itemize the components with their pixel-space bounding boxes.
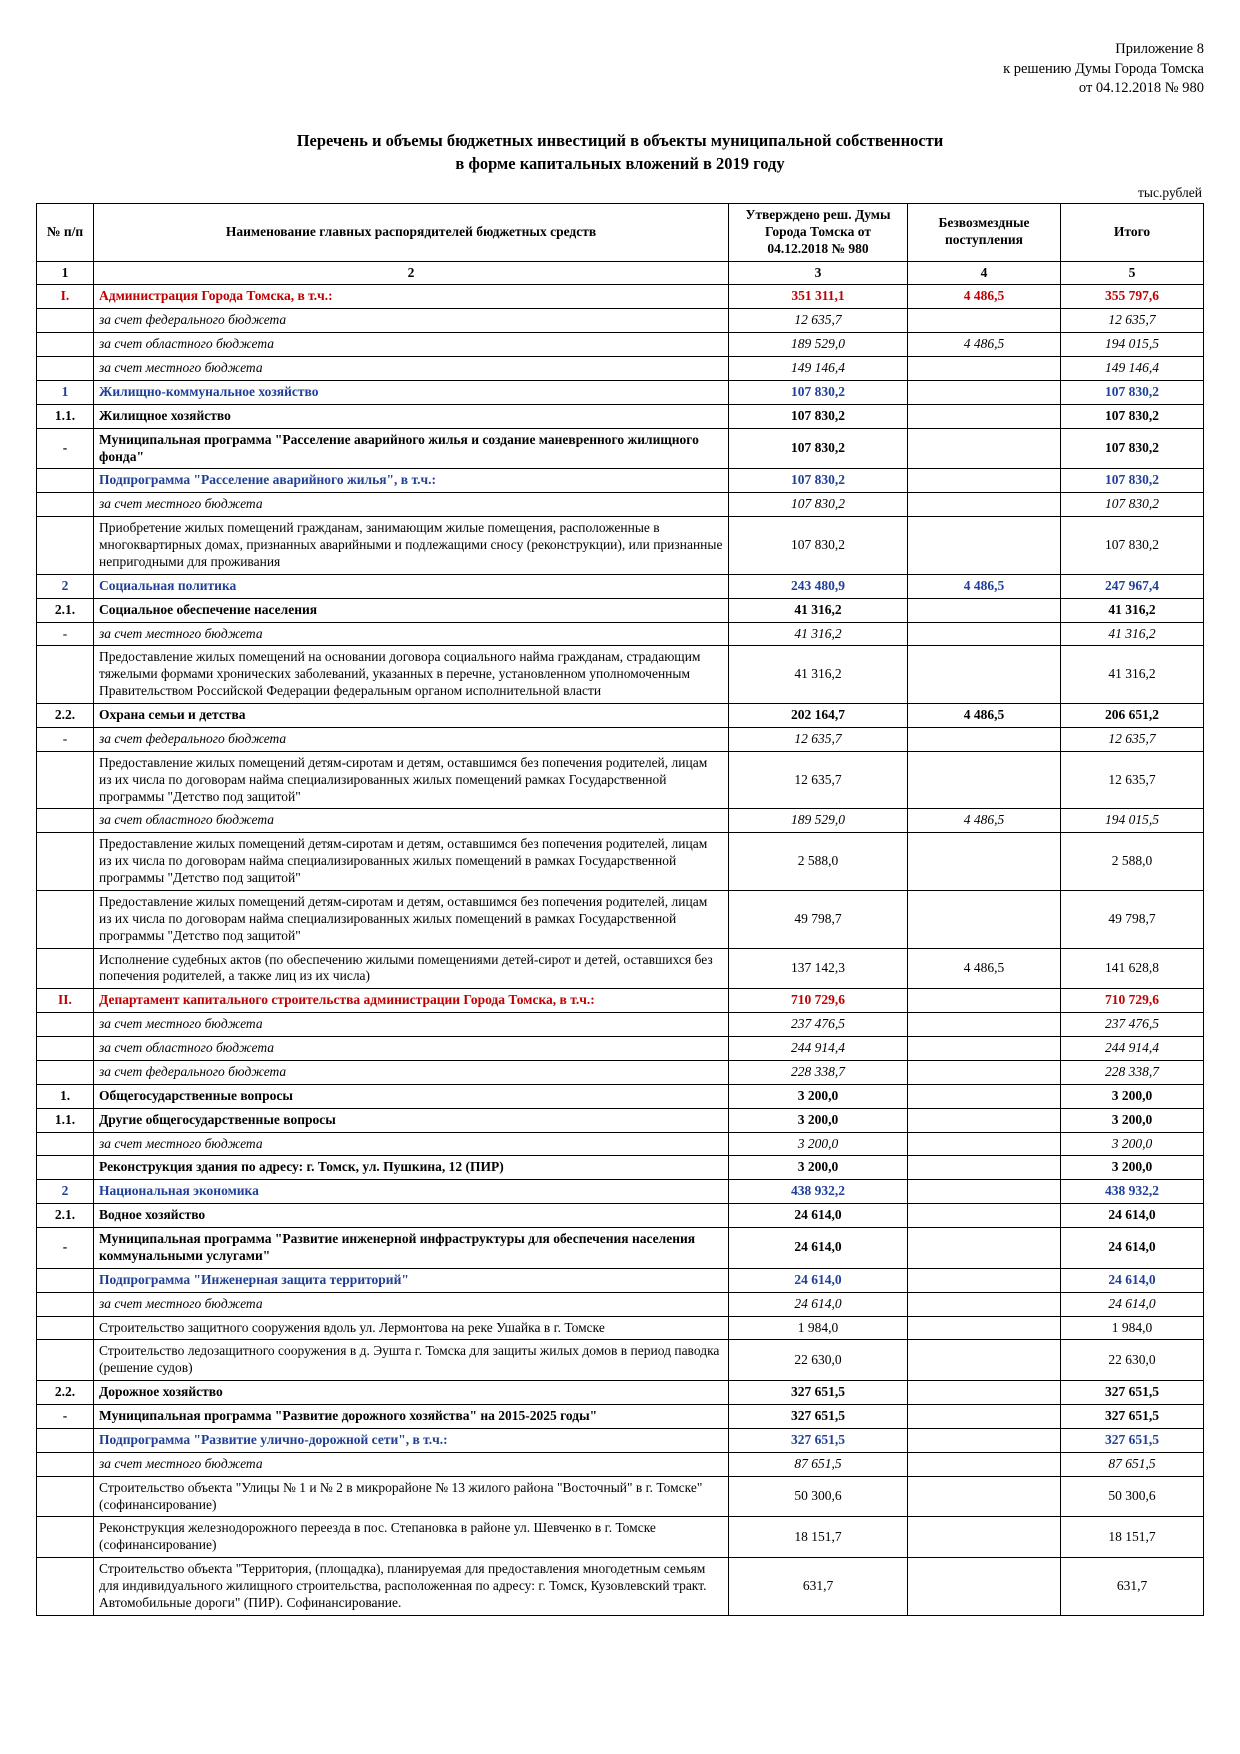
row-free-receipts-value	[908, 622, 1061, 646]
row-number	[37, 1037, 94, 1061]
row-name: Муниципальная программа "Расселение аварийного жилья и создание маневренного жилищного фонда"	[94, 428, 729, 469]
row-number: 2.2.	[37, 1381, 94, 1405]
column-header-name: Наименование главных распорядителей бюджетных средств	[94, 203, 729, 261]
row-name: Приобретение жилых помещений гражданам, занимающим жилые помещения, расположенные в многоквартирных домах, признанных аварийными и подлежащими сносу (реконструкции), или признанные непригодными для проживания	[94, 517, 729, 575]
table-row	[37, 469, 1204, 493]
budget-table	[36, 203, 1204, 1616]
row-approved-value: 202 164,7	[729, 704, 908, 728]
row-total-value: 12 635,7	[1061, 309, 1204, 333]
row-total-value: 3 200,0	[1061, 1108, 1204, 1132]
row-number: 1.	[37, 1084, 94, 1108]
row-free-receipts-value	[908, 357, 1061, 381]
row-total-value: 12 635,7	[1061, 727, 1204, 751]
row-total-value: 438 932,2	[1061, 1180, 1204, 1204]
row-total-value: 194 015,5	[1061, 809, 1204, 833]
row-free-receipts-value	[908, 1476, 1061, 1517]
row-total-value: 1 984,0	[1061, 1316, 1204, 1340]
row-approved-value: 50 300,6	[729, 1476, 908, 1517]
row-number	[37, 1268, 94, 1292]
row-free-receipts-value	[908, 1452, 1061, 1476]
row-number: 1	[37, 380, 94, 404]
row-approved-value: 41 316,2	[729, 622, 908, 646]
row-free-receipts-value	[908, 1060, 1061, 1084]
row-free-receipts-value: 4 486,5	[908, 574, 1061, 598]
row-total-value: 247 967,4	[1061, 574, 1204, 598]
column-header-free-receipts: Безвозмездные поступления	[908, 203, 1061, 261]
row-name: Общегосударственные вопросы	[94, 1084, 729, 1108]
row-total-value: 355 797,6	[1061, 285, 1204, 309]
row-name: за счет местного бюджета	[94, 493, 729, 517]
table-row	[37, 1013, 1204, 1037]
row-name: Национальная экономика	[94, 1180, 729, 1204]
row-total-value: 237 476,5	[1061, 1013, 1204, 1037]
row-name: Строительство объекта "Улицы № 1 и № 2 в микрорайоне № 13 жилого района "Восточный" в г. Томске" (софинансирование)	[94, 1476, 729, 1517]
row-approved-value: 1 984,0	[729, 1316, 908, 1340]
row-free-receipts-value	[908, 727, 1061, 751]
row-approved-value: 107 830,2	[729, 428, 908, 469]
row-number	[37, 809, 94, 833]
row-approved-value: 12 635,7	[729, 727, 908, 751]
row-total-value: 3 200,0	[1061, 1156, 1204, 1180]
row-name: Подпрограмма "Развитие улично-дорожной сети", в т.ч.:	[94, 1428, 729, 1452]
row-number	[37, 948, 94, 989]
row-free-receipts-value: 4 486,5	[908, 333, 1061, 357]
row-free-receipts-value	[908, 1316, 1061, 1340]
row-total-value: 228 338,7	[1061, 1060, 1204, 1084]
row-number	[37, 309, 94, 333]
row-approved-value: 22 630,0	[729, 1340, 908, 1381]
row-approved-value: 327 651,5	[729, 1381, 908, 1405]
column-number-1: 1	[37, 261, 94, 285]
table-row	[37, 1517, 1204, 1558]
page-title	[240, 129, 1000, 175]
row-approved-value: 107 830,2	[729, 493, 908, 517]
row-approved-value: 631,7	[729, 1558, 908, 1616]
row-total-value: 87 651,5	[1061, 1452, 1204, 1476]
row-total-value: 107 830,2	[1061, 428, 1204, 469]
row-free-receipts-value	[908, 1381, 1061, 1405]
row-number	[37, 469, 94, 493]
row-free-receipts-value	[908, 751, 1061, 809]
row-total-value: 49 798,7	[1061, 890, 1204, 948]
table-row	[37, 574, 1204, 598]
row-free-receipts-value	[908, 1084, 1061, 1108]
row-number	[37, 1340, 94, 1381]
row-name: Подпрограмма "Инженерная защита территорий"	[94, 1268, 729, 1292]
row-name: Водное хозяйство	[94, 1204, 729, 1228]
row-total-value: 3 200,0	[1061, 1084, 1204, 1108]
table-row	[37, 1084, 1204, 1108]
row-approved-value: 87 651,5	[729, 1452, 908, 1476]
table-row	[37, 1340, 1204, 1381]
row-approved-value: 244 914,4	[729, 1037, 908, 1061]
row-approved-value: 228 338,7	[729, 1060, 908, 1084]
table-row	[37, 1452, 1204, 1476]
table-header-row	[37, 203, 1204, 261]
row-total-value: 107 830,2	[1061, 469, 1204, 493]
row-number	[37, 1060, 94, 1084]
row-approved-value: 3 200,0	[729, 1108, 908, 1132]
row-total-value: 12 635,7	[1061, 751, 1204, 809]
row-free-receipts-value	[908, 428, 1061, 469]
table-body	[37, 285, 1204, 1615]
row-approved-value: 24 614,0	[729, 1204, 908, 1228]
row-free-receipts-value	[908, 380, 1061, 404]
table-row	[37, 1228, 1204, 1269]
column-number-2: 2	[94, 261, 729, 285]
row-name: Реконструкция здания по адресу: г. Томск, ул. Пушкина, 12 (ПИР)	[94, 1156, 729, 1180]
row-number	[37, 1292, 94, 1316]
row-approved-value: 18 151,7	[729, 1517, 908, 1558]
row-name: Муниципальная программа "Развитие инженерной инфраструктуры для обеспечения населения коммунальными услугами"	[94, 1228, 729, 1269]
column-number-5: 5	[1061, 261, 1204, 285]
table-row	[37, 428, 1204, 469]
row-approved-value: 137 142,3	[729, 948, 908, 989]
row-free-receipts-value: 4 486,5	[908, 704, 1061, 728]
column-header-total: Итого	[1061, 203, 1204, 261]
row-total-value: 41 316,2	[1061, 646, 1204, 704]
table-row	[37, 1060, 1204, 1084]
table-row	[37, 751, 1204, 809]
row-number	[37, 1558, 94, 1616]
table-row	[37, 646, 1204, 704]
row-total-value: 41 316,2	[1061, 598, 1204, 622]
table-row	[37, 357, 1204, 381]
row-number	[37, 493, 94, 517]
row-number: -	[37, 428, 94, 469]
row-name: Социальная политика	[94, 574, 729, 598]
row-free-receipts-value	[908, 1156, 1061, 1180]
row-total-value: 50 300,6	[1061, 1476, 1204, 1517]
row-approved-value: 41 316,2	[729, 598, 908, 622]
appendix-number: Приложение 8	[1115, 41, 1204, 57]
row-free-receipts-value	[908, 469, 1061, 493]
row-total-value: 24 614,0	[1061, 1268, 1204, 1292]
row-total-value: 107 830,2	[1061, 380, 1204, 404]
table-row	[37, 1268, 1204, 1292]
row-number	[37, 357, 94, 381]
table-row	[37, 404, 1204, 428]
units-label: тыс.рублей	[1138, 184, 1202, 200]
row-name: Строительство защитного сооружения вдоль ул. Лермонтова на реке Ушайка в г. Томске	[94, 1316, 729, 1340]
row-free-receipts-value	[908, 598, 1061, 622]
table-row	[37, 809, 1204, 833]
row-name: Исполнение судебных актов (по обеспечению жилыми помещениями детей-сирот и детей, оставшихся без попечения родителей, а также лиц из их числа)	[94, 948, 729, 989]
column-number-4: 4	[908, 261, 1061, 285]
row-approved-value: 710 729,6	[729, 989, 908, 1013]
row-number	[37, 1452, 94, 1476]
row-approved-value: 438 932,2	[729, 1180, 908, 1204]
row-name: Администрация Города Томска, в т.ч.:	[94, 285, 729, 309]
row-approved-value: 107 830,2	[729, 380, 908, 404]
row-free-receipts-value	[908, 404, 1061, 428]
row-free-receipts-value	[908, 1180, 1061, 1204]
column-number-row	[37, 261, 1204, 285]
row-total-value: 24 614,0	[1061, 1204, 1204, 1228]
document-reference-header	[36, 40, 1204, 99]
table-row	[37, 833, 1204, 891]
row-name: за счет местного бюджета	[94, 1452, 729, 1476]
row-name: за счет местного бюджета	[94, 357, 729, 381]
table-row	[37, 1405, 1204, 1429]
table-row	[37, 1156, 1204, 1180]
row-number: II.	[37, 989, 94, 1013]
row-name: Предоставление жилых помещений на основании договора социального найма гражданам, страдающим тяжелыми формами хронических заболеваний, указанных в перечне, установленном уполномоченным Правительством Российской Федерации федеральным органом исполнительной власти	[94, 646, 729, 704]
row-name: Подпрограмма "Расселение аварийного жилья", в т.ч.:	[94, 469, 729, 493]
row-total-value: 107 830,2	[1061, 404, 1204, 428]
table-row	[37, 1476, 1204, 1517]
row-total-value: 141 628,8	[1061, 948, 1204, 989]
row-free-receipts-value: 4 486,5	[908, 948, 1061, 989]
row-name: Департамент капитального строительства администрации Города Томска, в т.ч.:	[94, 989, 729, 1013]
row-total-value: 2 588,0	[1061, 833, 1204, 891]
row-name: Охрана семьи и детства	[94, 704, 729, 728]
row-approved-value: 2 588,0	[729, 833, 908, 891]
table-row	[37, 727, 1204, 751]
row-free-receipts-value	[908, 1292, 1061, 1316]
row-number	[37, 646, 94, 704]
row-free-receipts-value	[908, 1228, 1061, 1269]
table-row	[37, 333, 1204, 357]
appendix-decision: к решению Думы Города Томска	[1003, 60, 1204, 77]
row-approved-value: 189 529,0	[729, 809, 908, 833]
table-row	[37, 1316, 1204, 1340]
row-number	[37, 890, 94, 948]
table-row	[37, 1132, 1204, 1156]
row-total-value: 18 151,7	[1061, 1517, 1204, 1558]
row-approved-value: 3 200,0	[729, 1132, 908, 1156]
row-free-receipts-value	[908, 517, 1061, 575]
row-number: -	[37, 622, 94, 646]
row-number	[37, 1517, 94, 1558]
table-row	[37, 1204, 1204, 1228]
table-row	[37, 285, 1204, 309]
row-name: за счет федерального бюджета	[94, 309, 729, 333]
row-approved-value: 24 614,0	[729, 1292, 908, 1316]
row-name: Предоставление жилых помещений детям-сиротам и детям, оставшимся без попечения родителей, лицам из их числа по договорам найма специализированных жилых помещений в рамках Государственной программы "Детство под защитой"	[94, 833, 729, 891]
row-number: 2.1.	[37, 598, 94, 622]
row-approved-value: 41 316,2	[729, 646, 908, 704]
row-free-receipts-value	[908, 493, 1061, 517]
row-approved-value: 107 830,2	[729, 517, 908, 575]
row-number	[37, 333, 94, 357]
table-row	[37, 1180, 1204, 1204]
row-number: -	[37, 1228, 94, 1269]
column-header-approved: Утверждено реш. Думы Города Томска от 04.12.2018 № 980	[729, 203, 908, 261]
row-number	[37, 1132, 94, 1156]
row-number	[37, 1476, 94, 1517]
row-total-value: 41 316,2	[1061, 622, 1204, 646]
table-row	[37, 598, 1204, 622]
row-name: за счет федерального бюджета	[94, 1060, 729, 1084]
column-number-3: 3	[729, 261, 908, 285]
row-total-value: 327 651,5	[1061, 1428, 1204, 1452]
row-free-receipts-value	[908, 833, 1061, 891]
row-approved-value: 24 614,0	[729, 1228, 908, 1269]
row-free-receipts-value	[908, 890, 1061, 948]
row-approved-value: 327 651,5	[729, 1428, 908, 1452]
row-number: -	[37, 727, 94, 751]
row-free-receipts-value	[908, 1268, 1061, 1292]
row-total-value: 3 200,0	[1061, 1132, 1204, 1156]
row-number: I.	[37, 285, 94, 309]
row-approved-value: 3 200,0	[729, 1084, 908, 1108]
row-free-receipts-value	[908, 646, 1061, 704]
row-approved-value: 327 651,5	[729, 1405, 908, 1429]
column-header-number: № п/п	[37, 203, 94, 261]
row-free-receipts-value	[908, 1132, 1061, 1156]
table-row	[37, 622, 1204, 646]
table-row	[37, 1037, 1204, 1061]
table-row	[37, 1428, 1204, 1452]
table-row	[37, 517, 1204, 575]
row-free-receipts-value: 4 486,5	[908, 285, 1061, 309]
row-number: 1.1.	[37, 404, 94, 428]
row-name: Предоставление жилых помещений детям-сиротам и детям, оставшимся без попечения родителей, лицам из их числа по договорам найма специализированных жилых помещений рамках Государственной программы "Детство под защитой"	[94, 751, 729, 809]
row-free-receipts-value	[908, 1013, 1061, 1037]
row-name: за счет местного бюджета	[94, 1132, 729, 1156]
row-free-receipts-value	[908, 1517, 1061, 1558]
row-approved-value: 189 529,0	[729, 333, 908, 357]
row-total-value: 194 015,5	[1061, 333, 1204, 357]
row-total-value: 22 630,0	[1061, 1340, 1204, 1381]
row-total-value: 631,7	[1061, 1558, 1204, 1616]
row-name: Реконструкция железнодорожного переезда в пос. Степановка в районе ул. Шевченко в г. Томске (софинансирование)	[94, 1517, 729, 1558]
row-number: 2	[37, 1180, 94, 1204]
table-row	[37, 704, 1204, 728]
row-approved-value: 149 146,4	[729, 357, 908, 381]
row-name: Жилищно-коммунальное хозяйство	[94, 380, 729, 404]
row-approved-value: 107 830,2	[729, 404, 908, 428]
row-name: Социальное обеспечение населения	[94, 598, 729, 622]
row-free-receipts-value	[908, 989, 1061, 1013]
row-free-receipts-value	[908, 1340, 1061, 1381]
row-approved-value: 49 798,7	[729, 890, 908, 948]
row-free-receipts-value	[908, 1204, 1061, 1228]
row-name: за счет федерального бюджета	[94, 727, 729, 751]
row-free-receipts-value	[908, 1037, 1061, 1061]
row-number	[37, 833, 94, 891]
row-approved-value: 3 200,0	[729, 1156, 908, 1180]
table-row	[37, 948, 1204, 989]
row-name: Дорожное хозяйство	[94, 1381, 729, 1405]
table-row	[37, 1558, 1204, 1616]
row-approved-value: 12 635,7	[729, 309, 908, 333]
table-row	[37, 1381, 1204, 1405]
row-name: за счет областного бюджета	[94, 809, 729, 833]
row-name: за счет местного бюджета	[94, 1013, 729, 1037]
row-number	[37, 1156, 94, 1180]
row-free-receipts-value	[908, 1558, 1061, 1616]
row-name: Строительство объекта "Территория, (площадка), планируемая для предоставления многодетным семьям для индивидуального жилищного строительства, расположенная по адресу: г. Томск, Кузовлевский тракт. Автомобильные дороги" (ПИР). Софинансирование.	[94, 1558, 729, 1616]
row-free-receipts-value	[908, 1428, 1061, 1452]
row-total-value: 107 830,2	[1061, 493, 1204, 517]
row-number: 2.2.	[37, 704, 94, 728]
row-name: за счет областного бюджета	[94, 333, 729, 357]
row-name: Жилищное хозяйство	[94, 404, 729, 428]
row-number	[37, 517, 94, 575]
row-name: Другие общегосударственные вопросы	[94, 1108, 729, 1132]
row-number	[37, 751, 94, 809]
row-total-value: 149 146,4	[1061, 357, 1204, 381]
table-row	[37, 380, 1204, 404]
appendix-date: от 04.12.2018 № 980	[1078, 80, 1204, 97]
row-free-receipts-value: 4 486,5	[908, 809, 1061, 833]
row-name: Предоставление жилых помещений детям-сиротам и детям, оставшимся без попечения родителей, лицам из их числа по договорам найма специализированных жилых помещений в рамках Государственной программы "Детство под защитой"	[94, 890, 729, 948]
table-row	[37, 1108, 1204, 1132]
table-row	[37, 309, 1204, 333]
page-title-line1: Перечень и объемы бюджетных инвестиций в объекты муниципальной собственности	[296, 130, 944, 150]
row-free-receipts-value	[908, 1108, 1061, 1132]
row-number	[37, 1428, 94, 1452]
row-total-value: 206 651,2	[1061, 704, 1204, 728]
table-row	[37, 493, 1204, 517]
row-total-value: 710 729,6	[1061, 989, 1204, 1013]
row-number: 1.1.	[37, 1108, 94, 1132]
row-name: за счет областного бюджета	[94, 1037, 729, 1061]
row-name: Строительство ледозащитного сооружения в д. Эушта г. Томска для защиты жилых домов в период паводка (решение судов)	[94, 1340, 729, 1381]
row-number: -	[37, 1405, 94, 1429]
row-approved-value: 237 476,5	[729, 1013, 908, 1037]
row-total-value: 327 651,5	[1061, 1405, 1204, 1429]
row-total-value: 24 614,0	[1061, 1292, 1204, 1316]
row-number: 2.1.	[37, 1204, 94, 1228]
page-title-line2: в форме капитальных вложений в 2019 году	[455, 153, 785, 173]
row-total-value: 327 651,5	[1061, 1381, 1204, 1405]
row-approved-value: 24 614,0	[729, 1268, 908, 1292]
row-number	[37, 1013, 94, 1037]
row-total-value: 107 830,2	[1061, 517, 1204, 575]
row-approved-value: 12 635,7	[729, 751, 908, 809]
row-total-value: 244 914,4	[1061, 1037, 1204, 1061]
row-number	[37, 1316, 94, 1340]
row-free-receipts-value	[908, 1405, 1061, 1429]
row-number: 2	[37, 574, 94, 598]
row-name: за счет местного бюджета	[94, 1292, 729, 1316]
row-approved-value: 107 830,2	[729, 469, 908, 493]
row-total-value: 24 614,0	[1061, 1228, 1204, 1269]
row-name: за счет местного бюджета	[94, 622, 729, 646]
table-row	[37, 989, 1204, 1013]
row-name: Муниципальная программа "Развитие дорожного хозяйства" на 2015-2025 годы"	[94, 1405, 729, 1429]
table-row	[37, 1292, 1204, 1316]
row-free-receipts-value	[908, 309, 1061, 333]
row-approved-value: 351 311,1	[729, 285, 908, 309]
row-approved-value: 243 480,9	[729, 574, 908, 598]
table-row	[37, 890, 1204, 948]
